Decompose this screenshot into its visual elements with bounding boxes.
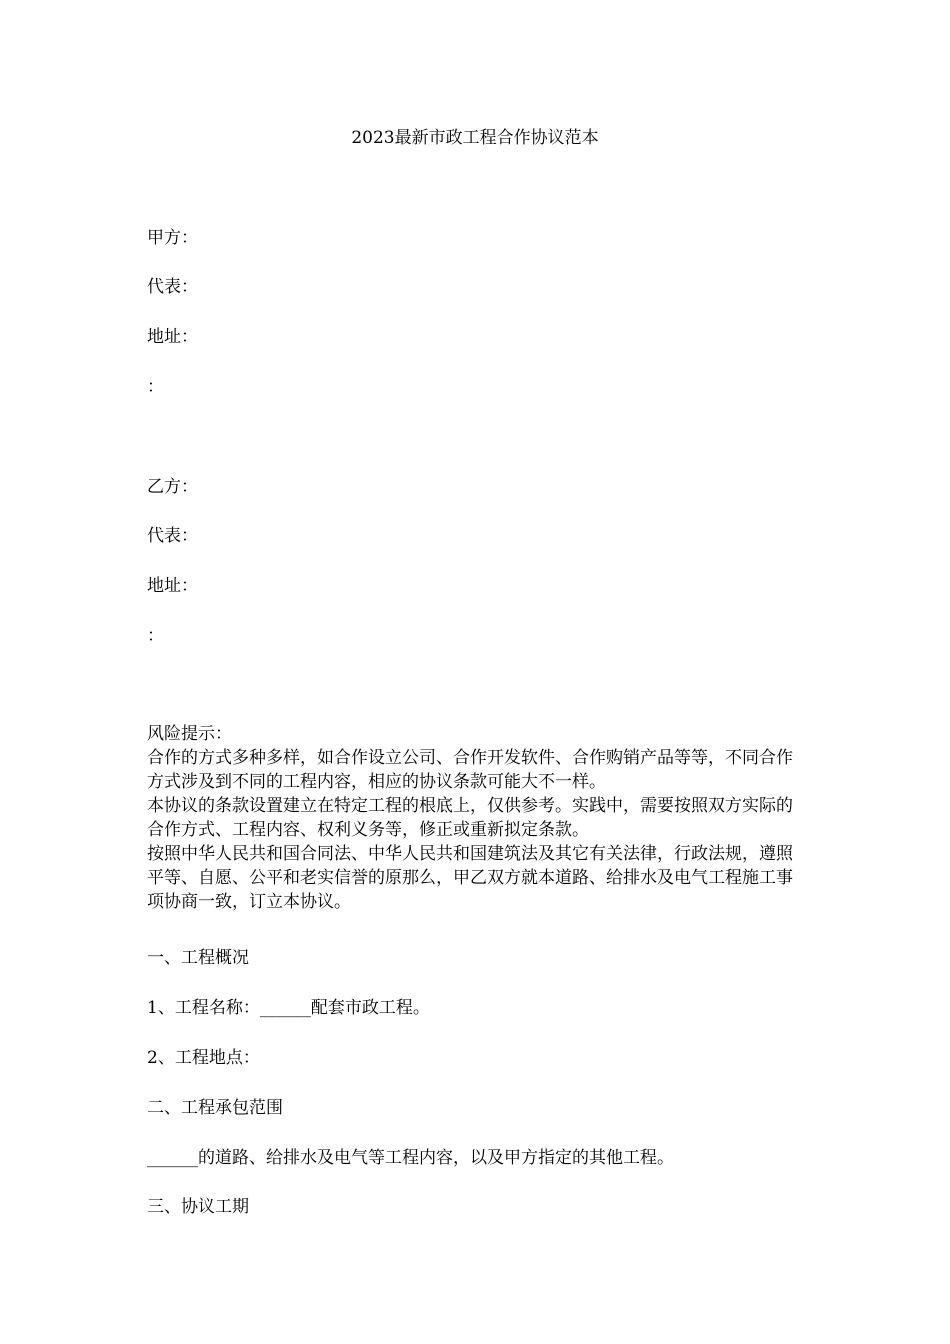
section-1-item-1: 1、工程名称：______配套市政工程。 <box>147 998 430 1018</box>
party-b-label: 乙方： <box>147 477 198 497</box>
section-2-body: ______的道路、给排水及电气等工程内容，以及甲方指定的其他工程。 <box>147 1148 674 1168</box>
section-3-heading: 三、协议工期 <box>147 1197 249 1217</box>
party-a-label: 甲方： <box>147 228 198 248</box>
risk-paragraph-1: 合作的方式多种多样，如合作设立公司、合作开发软件、合作购销产品等等，不同合作方式涉及到不同的工程内容，相应的协议条款可能大不一样。 <box>147 748 793 792</box>
risk-notice <box>147 722 807 914</box>
party-b-representative-label: 代表： <box>147 526 198 546</box>
risk-heading: 风险提示： <box>147 724 232 744</box>
document-title: 2023最新市政工程合作协议范本 <box>351 128 599 148</box>
party-b-address-label: 地址： <box>147 576 198 596</box>
risk-paragraph-3: 按照中华人民共和国合同法、中华人民共和国建筑法及其它有关法律，行政法规，遵照平等、自愿、公平和老实信誉的原那么，甲乙双方就本道路、给排水及电气工程施工事项协商一致，订立本协议。 <box>147 844 793 912</box>
party-a-address-label: 地址： <box>147 327 198 347</box>
risk-paragraph-2: 本协议的条款设置建立在特定工程的根底上，仅供参考。实践中，需要按照双方实际的合作方式、工程内容、权利义务等，修正或重新拟定条款。 <box>147 796 793 840</box>
party-b-extra-label: ： <box>147 626 164 646</box>
party-a-representative-label: 代表： <box>147 277 198 297</box>
section-1-item-2: 2、工程地点： <box>147 1048 260 1068</box>
section-2-heading: 二、工程承包范围 <box>147 1098 283 1118</box>
party-a-extra-label: ： <box>147 377 164 397</box>
section-1-heading: 一、工程概况 <box>147 948 249 968</box>
